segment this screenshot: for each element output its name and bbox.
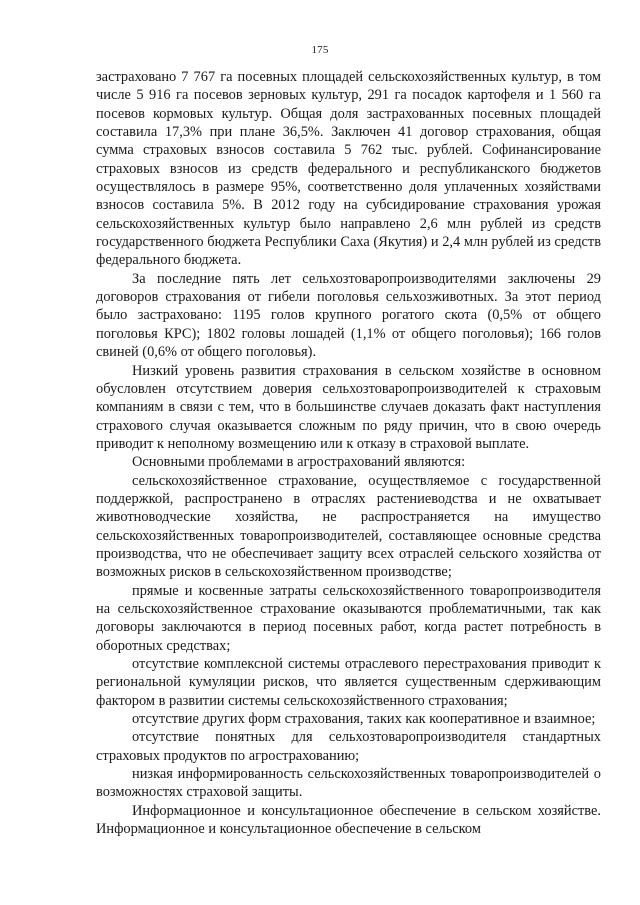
list-item-state-support: сельскохозяйственное страхование, осуществляемое с государственной поддержкой, распространено в отраслях растениеводства и не охватывает животноводческие хозяйства, не распространяется на имущество сельскохозяйственных товаропроизводителей, составляющее основные средства производства, что не обеспечивает защиту всех отраслей сельского хозяйства от возможных рисков в сельскохозяйственном производстве;	[96, 472, 601, 581]
paragraph-livestock-insurance: За последние пять лет сельхозтоваропроизводителями заключены 29 договоров страхования от гибели поголовья сельхозживотных. За этот период было застраховано: 1195 голов крупного рогатого скота (0,5% от общего поголовья КРС); 1802 головы лошадей (1,1% от общего поголовья); 166 голов свиней (0,6% от общего поголовья).	[96, 270, 601, 361]
paragraph-main-problems-intro: Основными проблемами в агрострахований являются:	[132, 454, 466, 471]
page-number: 175	[311, 44, 329, 56]
list-item-standard-products: отсутствие понятных для сельхозтоваропроизводителя стандартных страховых продуктов по агрострахованию;	[96, 729, 601, 764]
list-item-direct-costs: прямые и косвенные затраты сельскохозяйственного товаропроизводителя на сельскохозяйственное страхование оказываются проблематичными, так как договоры заключаются в период посевных работ, когда растет потребность в оборотных средствах;	[96, 582, 601, 654]
list-item-reinsurance: отсутствие комплексной системы отраслевого перестрахования приводит к региональной кумуляции рисков, что является существенным сдерживающим фактором в развитии системы сельскохозяйственного страхования;	[96, 656, 601, 709]
body-text	[96, 68, 601, 838]
list-item-low-awareness: низкая информированность сельскохозяйственных товаропроизводителей о возможностях страховой защиты.	[96, 766, 601, 801]
list-item-other-forms: отсутствие других форм страхования, таких как кооперативное и взаимное;	[132, 711, 596, 728]
paragraph-information-support: Информационное и консультационное обеспечение в сельском хозяйстве. Информационное и консультационное обеспечение в сельском	[96, 802, 601, 838]
paragraph-low-development: Низкий уровень развития страхования в сельском хозяйстве в основном обусловлен отсутствием доверия сельхозтоваропроизводителей к страховым компаниям в связи с тем, что в большинстве случаев доказать факт наступления страхового случая оказывается сложным по ряду причин, что в свою очередь приводит к неполному возмещению или к отказу в страховой выплате.	[96, 362, 601, 452]
paragraph-insurance-area: застраховано 7 767 га посевных площадей сельскохозяйственных культур, в том числе 5 916 га посевов зерновых культур, 291 га посадок картофеля и 1 560 га посевов кормовых культур. Общая доля застрахованных посевных площадей составила 17,3% при плане 36,5%. Заключен 41 договор страхования, общая сумма страховых взносов составила 5 762 тыс. рублей. Софинансирование страховых взносов из средств федерального и республиканского бюджетов осуществлялось в размере 95%, соответственно доля уплаченных хозяйствами взносов составила 5%. В 2012 году на субсидирование страхования урожая сельскохозяйственных культур было направлено 2,6 млн рублей из средств государственного бюджета Республики Саха (Якутия) и 2,4 млн рублей из средств федерального бюджета.	[96, 69, 601, 269]
